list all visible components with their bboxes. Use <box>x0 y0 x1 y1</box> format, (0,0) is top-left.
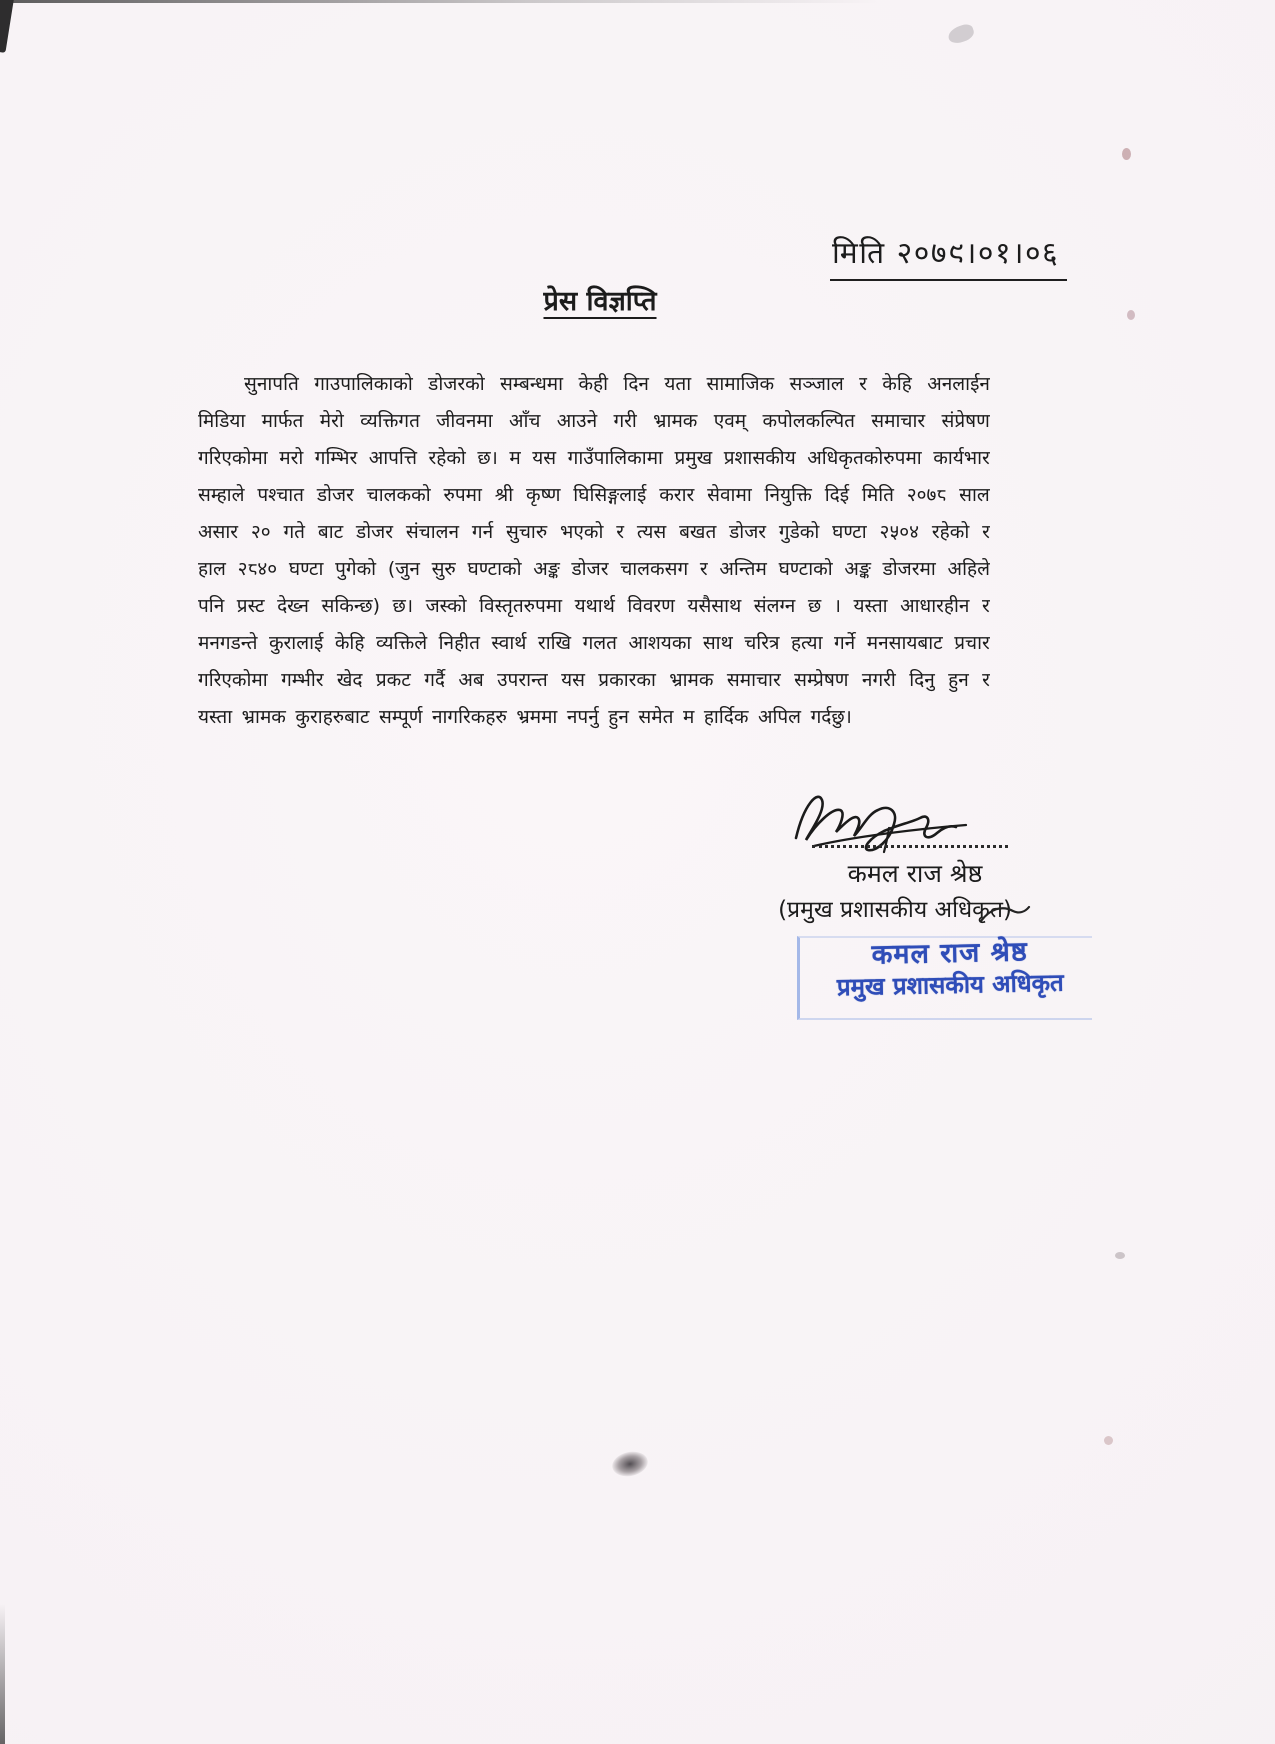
body-line: पनि प्रस्ट देख्न सकिन्छ) छ। जस्को विस्तृतरुपमा यथार्थ विवरण यसैसाथ संलग्न छ । यस्ता आधारहीन र <box>198 595 990 617</box>
stamp-name: कमल राज श्रेष्ठ <box>871 936 1029 971</box>
pen-stroke-icon <box>978 901 1032 933</box>
body-line: मनगडन्ते कुरालाई केहि व्यक्तिले निहीत स्वार्थ राखि गलत आशयका साथ चरित्र हत्या गर्ने मनसायबाट प्रचार <box>198 632 990 654</box>
scan-artifact-smear <box>946 22 976 45</box>
scan-artifact-speck <box>1115 1252 1125 1259</box>
body-line: गरिएकोमा गम्भीर खेद प्रकट गर्दै अब उपरान्त यस प्रकारका भ्रामक समाचार सम्प्रेषण नगरी दिनु हुन र <box>198 669 990 691</box>
scan-artifact-top-edge <box>0 0 880 3</box>
date-line: मिति २०७९।०१।०६ <box>830 231 1067 281</box>
stamp-designation: प्रमुख प्रशासकीय अधिकृत <box>836 968 1064 1002</box>
press-release-title: प्रेस विज्ञप्ति <box>543 286 657 317</box>
body-line: हाल २८४० घण्टा पुगेको (जुन सुरु घण्टाको अङ्क डोजर चालकसग र अन्तिम घण्टाको अङ्क डोजरमा अहिले <box>198 558 990 580</box>
scan-artifact-corner <box>0 0 14 53</box>
office-stamp <box>804 935 1095 1003</box>
signature-dotted-line <box>812 845 1008 848</box>
ink-smudge <box>610 1449 650 1480</box>
scan-artifact-left-edge <box>0 1604 5 1744</box>
body-line: असार २० गते बाट डोजर संचालन गर्न सुचारु भएको र त्यस बखत डोजर गुडेको घण्टा २५०४ रहेको र <box>198 521 990 543</box>
body-paragraph <box>198 366 990 736</box>
body-line: यस्ता भ्रामक कुराहरुबाट सम्पूर्ण नागरिकहरु भ्रममा नपर्नु हुन समेत म हार्दिक अपिल गर्दछु। <box>198 706 852 728</box>
body-line: सुनापति गाउपालिकाको डोजरको सम्बन्धमा केही दिन यता सामाजिक सञ्जाल र केहि अनलाईन <box>244 373 990 395</box>
signatory-designation: (प्रमुख प्रशासकीय अधिकृत) <box>778 897 1012 923</box>
scan-artifact-speck <box>1122 148 1131 160</box>
scan-artifact-speck <box>1127 310 1135 320</box>
body-line: सम्हाले पश्चात डोजर चालकको रुपमा श्री कृष्ण घिसिङ्गलाई करार सेवामा नियुक्ति दिई मिति २०७८ साल <box>198 484 990 506</box>
scan-artifact-speck <box>1104 1436 1113 1445</box>
signatory-name: कमल राज श्रेष्ठ <box>847 859 983 888</box>
body-line: मिडिया मार्फत मेरो व्यक्तिगत जीवनमा आँच आउने गरी भ्रामक एवम् कपोलकल्पित समाचार संप्रेषण <box>198 410 990 432</box>
body-line: गरिएकोमा मरो गम्भिर आपत्ति रहेको छ। म यस गाउँपालिकामा प्रमुख प्रशासकीय अधिकृतकोरुपमा कार्यभार <box>198 447 990 469</box>
